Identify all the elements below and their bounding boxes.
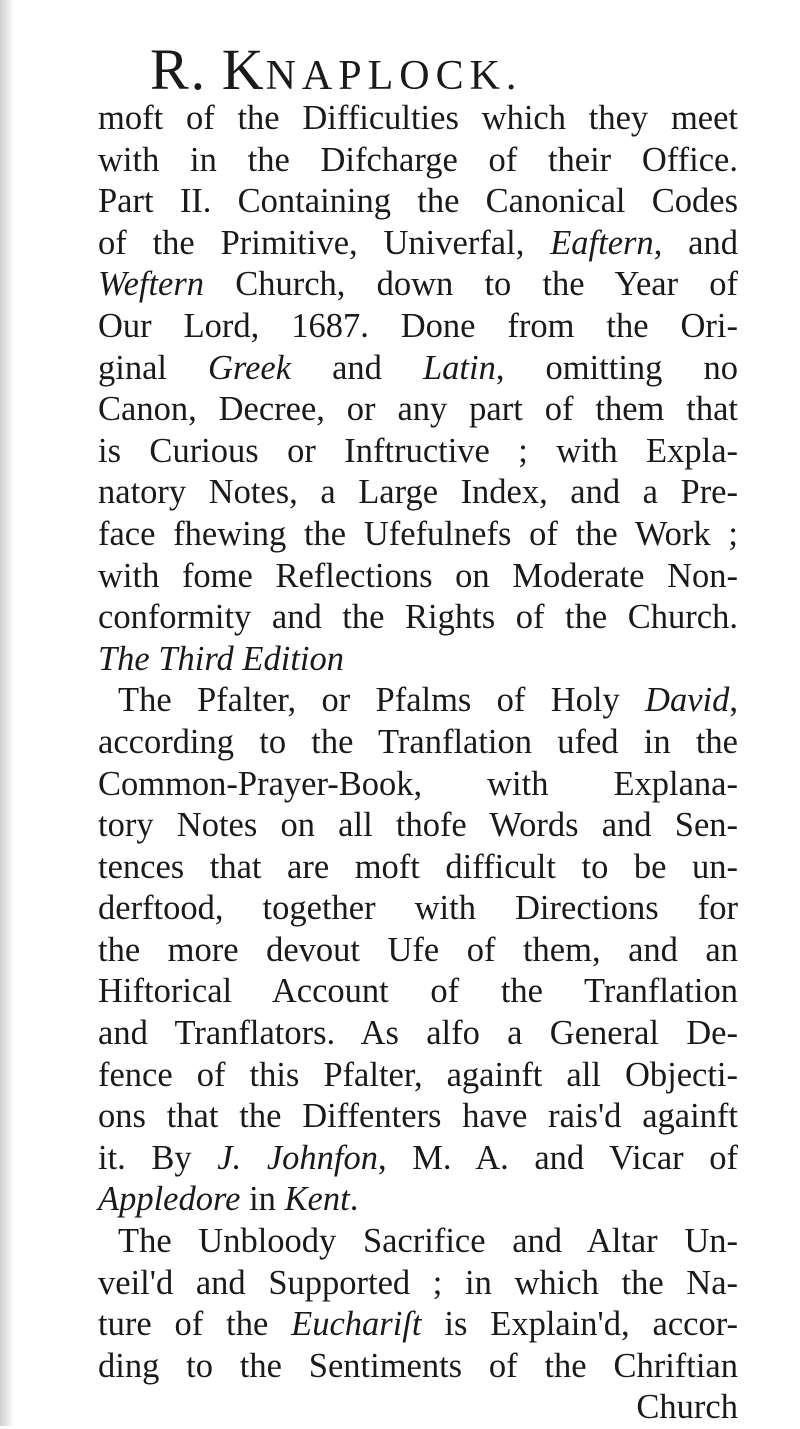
text-line: Hiftorical Account of the Tranflation — [98, 972, 738, 1011]
text-line: face fhewing the Ufefulnefs of the Work ; — [98, 514, 738, 553]
text-line: conformity and the Rights of the Church. — [98, 598, 738, 637]
text-line: fence of this Pfalter, againft all Objecti- — [98, 1055, 738, 1094]
page-gutter-shadow — [0, 0, 14, 1426]
text-line: and Tranflators. As alfo a General De- — [98, 1014, 738, 1053]
text-line: ons that the Diffenters have rais'd againft — [98, 1097, 738, 1136]
text-line: tences that are moft difficult to be un- — [98, 847, 738, 886]
running-head-initial: R. — [150, 37, 208, 102]
catchword: Church — [636, 1388, 738, 1427]
text-line: Appledore in Kent. — [98, 1180, 359, 1219]
text-line: ginal Greek and Latin, omitting no — [98, 348, 738, 387]
text-line: natory Notes, a Large Index, and a Pre- — [98, 473, 738, 512]
text-line: derftood, together with Directions for — [98, 889, 738, 928]
text-line: Common-Prayer-Book, with Explana- — [98, 764, 738, 803]
edition-line: The Third Edition — [98, 639, 344, 678]
text-line: Weftern Church, down to the Year of — [98, 265, 738, 304]
text-line: the more devout Ufe of them, and an — [98, 930, 738, 969]
text-line: Part II. Containing the Canonical Codes — [98, 182, 738, 221]
running-head — [150, 36, 522, 103]
text-line: The Pfalter, or Pfalms of Holy David, — [118, 681, 738, 720]
text-line: veil'd and Supported ; in which the Na- — [98, 1263, 738, 1302]
text-line: it. By J. Johnfon, M. A. and Vicar of — [98, 1138, 739, 1177]
running-head-surname-rest: NAPLOCK. — [265, 53, 523, 99]
running-head-surname-initial: K — [221, 37, 266, 102]
text-line: according to the Tranflation ufed in the — [98, 722, 738, 761]
text-line: ture of the Euchariſt is Explain'd, accor- — [98, 1305, 738, 1344]
text-line: Canon, Decree, or any part of them that — [98, 390, 738, 429]
text-line: moft of the Difficulties which they meet — [98, 99, 738, 137]
text-line: Our Lord, 1687. Done from the Ori- — [98, 306, 738, 345]
text-line: of the Primitive, Univerfal, Eaftern, and — [98, 223, 738, 262]
text-line: ding to the Sentiments of the Chriftian — [98, 1346, 738, 1385]
text-line: with fome Reflections on Moderate Non- — [98, 556, 738, 595]
text-line: The Unbloody Sacrifice and Altar Un- — [118, 1222, 738, 1261]
text-line: with in the Difcharge of their Office. — [98, 140, 738, 179]
body-text — [98, 98, 738, 1429]
text-line: tory Notes on all thofe Words and Sen- — [98, 806, 738, 845]
text-line: is Curious or Inftructive ; with Expla- — [98, 431, 738, 470]
